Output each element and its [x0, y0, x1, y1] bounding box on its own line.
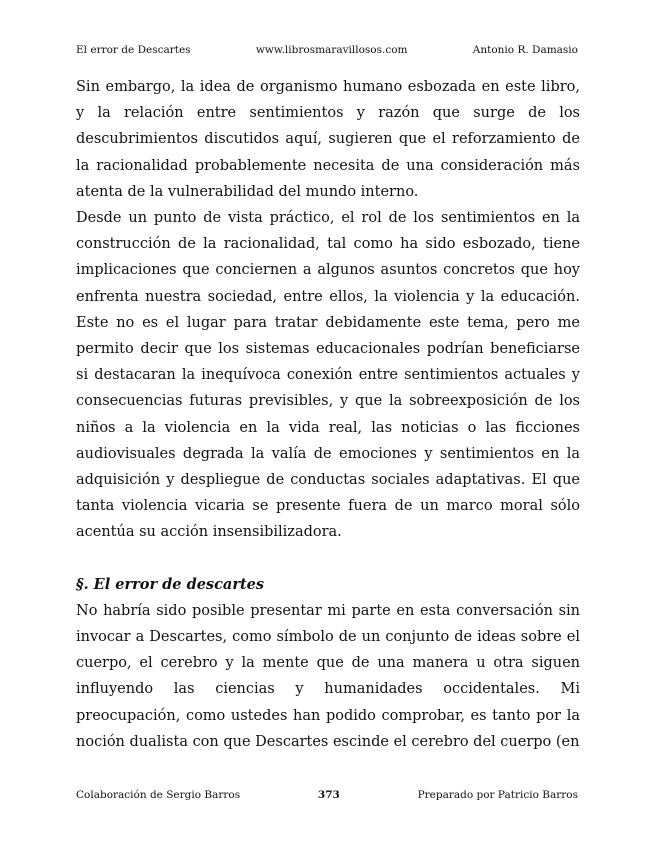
page-header — [76, 44, 578, 56]
page-number: 373 — [317, 789, 340, 801]
header-book-title: El error de Descartes — [76, 44, 191, 56]
header-author: Antonio R. Damasio — [472, 44, 578, 56]
footer-prepared-by: Preparado por Patricio Barros — [417, 789, 578, 801]
paragraph-2: Desde un punto de vista práctico, el rol de los sentimientos en la construcción de la racionalidad, tal como ha sido esbozado, tiene implicaciones que conciernen a algunos asuntos concretos que hoy enfrenta nuestra sociedad, entre ellos, la violencia y la educación. Este no es el lugar para tratar debidamente este tema, pero me permito decir que los sistemas educacionales podrían beneficiarse si destacaran la inequívoca conexión entre sentimientos actuales y consecuencias futuras previsibles, y que la sobreexposición de los niños a la violencia en la vida real, las noticias o las ficciones audiovisuales degrada la valía de emociones y sentimientos en la adquisición y despliegue de conductas sociales adaptativas. El que tanta violencia vicaria se presente fuera de un marco moral sólo acentúa su acción insensibilizadora. — [76, 210, 580, 541]
section-heading: §. El error de descartes — [76, 575, 265, 593]
footer-credit: Colaboración de Sergio Barros — [76, 789, 241, 801]
header-website: www.librosmaravillosos.com — [255, 44, 408, 56]
page-footer — [76, 789, 578, 801]
body-text — [76, 74, 580, 755]
section-paragraph: No habría sido posible presentar mi parte en esta conversación sin invocar a Descartes, como símbolo de un conjunto de ideas sobre el cuerpo, el cerebro y la mente que de una manera u otra siguen influyendo las ciencias y humanidades occidentales. Mi preocupación, como ustedes han podido comprobar, es tanto por la noción dualista con que Descartes escinde el cerebro del cuerpo (en — [76, 602, 580, 750]
paragraph-1: Sin embargo, la idea de organismo humano esbozada en este libro, y la relación entre sentimientos y razón que surge de los descubrimientos discutidos aquí, sugieren que el reforzamiento de la racionalidad probablemente necesita de una consideración más atenta de la vulnerabilidad del mundo interno. — [76, 79, 580, 200]
